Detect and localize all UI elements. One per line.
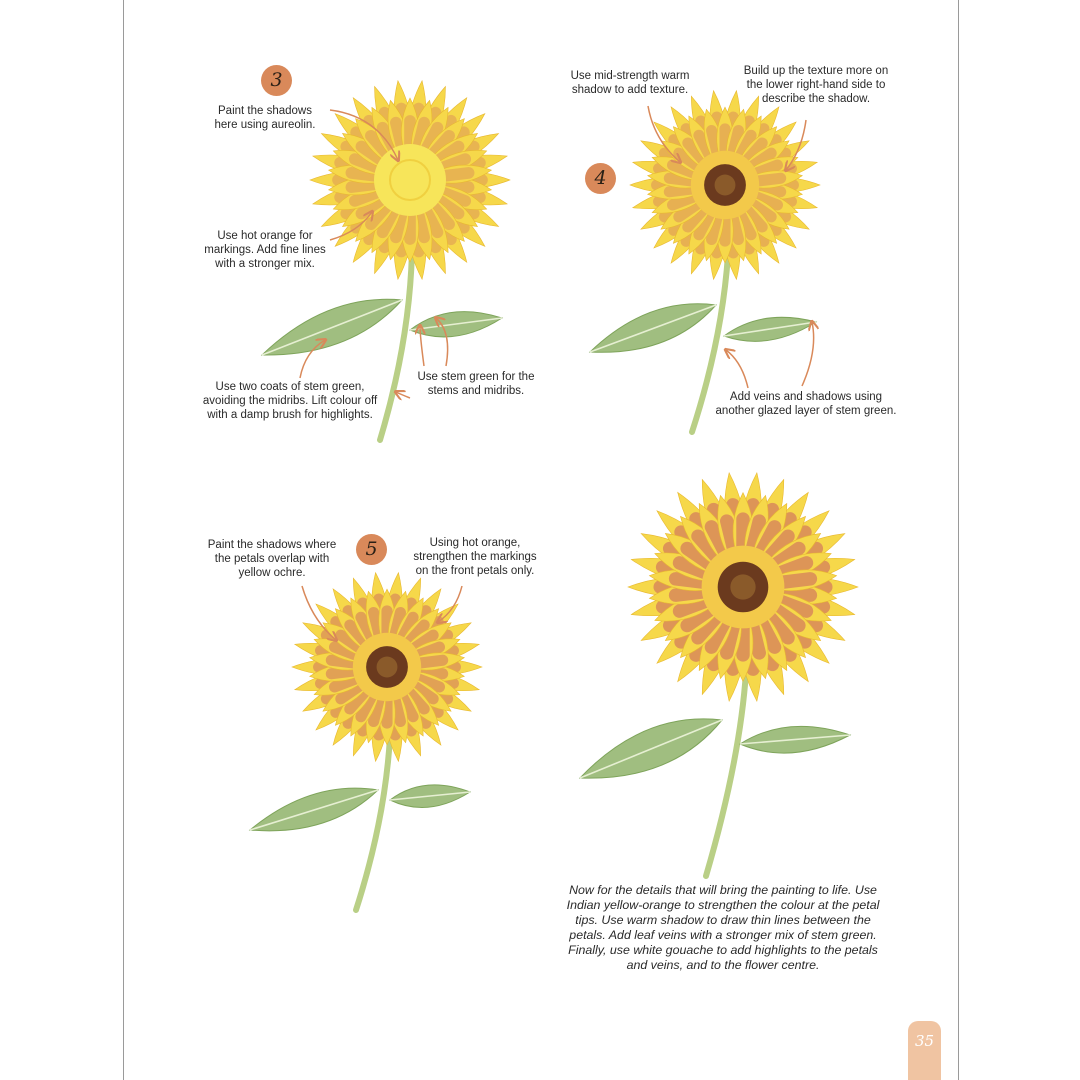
final-step-text: Now for the details that will bring the painting to life. Use Indian yellow-orange to strengthen the colour at the petal tips. Use warm shadow to draw thin lines between the petals. Add leaf veins with a stronger mix of stem green. Finally, use white gouache to add highlights to the petals and veins, and to the flower centre.	[566, 883, 880, 972]
caption-step3-shadows: Paint the shadows here using aureolin.	[214, 105, 316, 131]
flower-center-core	[377, 657, 398, 678]
caption-step4-lower: Build up the texture more on the lower right-hand side to describe the shadow.	[743, 65, 889, 105]
caption-step3-stem: Use stem green for the stems and midribs.	[417, 371, 535, 397]
caption-step3-leaves: Use two coats of stem green, avoiding the midribs. Lift colour off with a damp brush for highlights.	[202, 381, 378, 421]
step-badge-4: 4	[585, 163, 616, 194]
petal-marking	[676, 591, 707, 595]
leaf-midrib	[262, 300, 402, 355]
caption-step3-markings: Use hot orange for markings. Add fine lines with a stronger mix.	[204, 230, 326, 270]
step-badge-5: 5	[356, 534, 387, 565]
petal-marking	[417, 660, 443, 663]
sunflower-step-4-illustration	[590, 91, 820, 432]
petal-marking	[669, 189, 695, 192]
sunflower-final-illustration	[580, 473, 858, 876]
stem	[706, 672, 746, 876]
step-badge-3: 3	[261, 65, 292, 96]
caption-step5-markings: Using hot orange, strengthen the markings on the front petals only.	[413, 537, 537, 577]
page-number: 35	[914, 1032, 935, 1050]
petal-marking	[755, 178, 781, 181]
page-number-tab	[908, 1021, 941, 1080]
sunflower-step-5-illustration	[250, 573, 482, 910]
petal-marking	[780, 579, 811, 583]
caption-step5-overlap: Paint the shadows where the petals overlap with yellow ochre.	[207, 539, 337, 579]
petal-marking	[442, 173, 469, 176]
flower-center-core	[715, 175, 736, 196]
flower-center	[374, 144, 446, 216]
petal-marking	[351, 184, 378, 187]
stem	[356, 737, 390, 910]
flower-center-core	[730, 574, 755, 599]
petal-marking	[331, 671, 357, 674]
caption-step4-veins: Add veins and shadows using another glazed layer of stem green.	[715, 391, 897, 417]
caption-step4-texture: Use mid-strength warm shadow to add texture.	[570, 70, 690, 96]
